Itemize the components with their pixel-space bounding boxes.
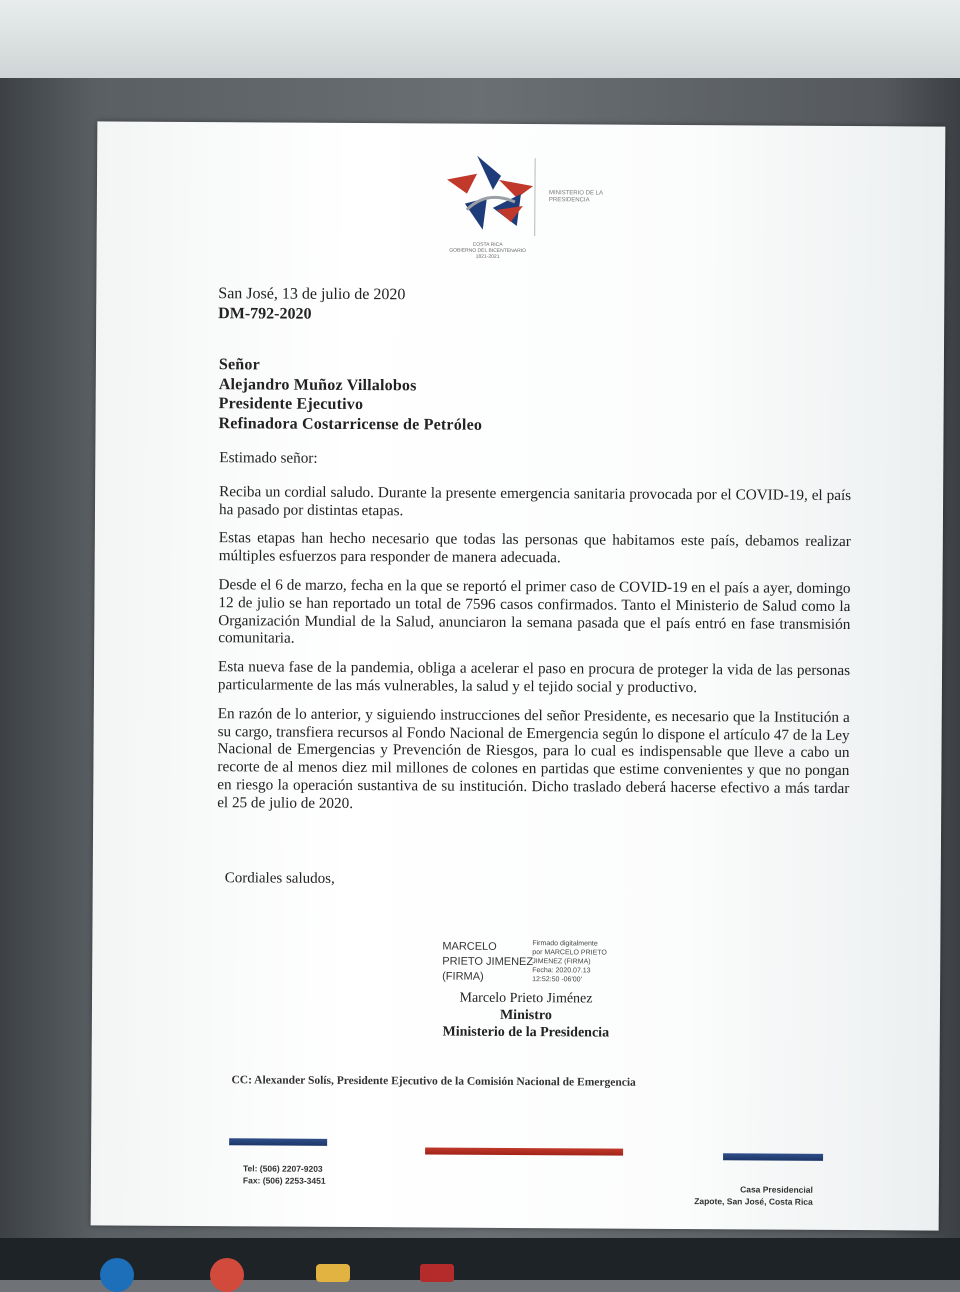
logo-subtitle: COSTA RICA GOBIERNO DEL BICENTENARIO 1821-2021 bbox=[433, 241, 543, 260]
signer-block bbox=[412, 989, 640, 1041]
digital-signature-info: Firmado digitalmente por MARCELO PRIETO JIMENEZ (FIRMA) Fecha: 2020.07.13 12:52:50 -06'00' bbox=[532, 939, 620, 985]
digital-signature-name: MARCELO PRIETO JIMENEZ (FIRMA) bbox=[442, 940, 534, 986]
addressee-name: Alejandro Muñoz Villalobos bbox=[219, 375, 483, 396]
closing: Cordiales saludos, bbox=[225, 870, 335, 888]
footer-blue-bar bbox=[229, 1138, 327, 1146]
taskbar-browser-icon[interactable] bbox=[210, 1258, 244, 1292]
addressee-block bbox=[218, 355, 482, 435]
ministry-logo-text: MINISTERIO DE LA PRESIDENCIA bbox=[549, 190, 629, 204]
footer-fax: Fax: (506) 2253-3451 bbox=[243, 1174, 326, 1187]
footer-blue-bar bbox=[723, 1153, 823, 1161]
body-paragraph: En razón de lo anterior, y siguiendo instrucciones del señor Presidente, es necesario que la Institución a su cargo, transfiera recursos al Fondo Nacional de Emergencia según lo dispone el artículo 47 de la Ley Nacional de Emergencias y Prevención de Riesgos, para lo cual es indispensable que lleve a cabo un recorte de al menos diez mil millones de colones en partidas que estime convenientes y que no pongan en riesgo la operación sustantiva de su institución. Dicho traslado deberá hacerse efectivo a más tardar el 25 de julio de 2020. bbox=[217, 705, 850, 816]
footer-tel: Tel: (506) 2207-9203 bbox=[243, 1162, 326, 1175]
taskbar bbox=[0, 1238, 960, 1280]
taskbar-app-icon[interactable] bbox=[420, 1264, 454, 1282]
carbon-copy-line: CC: Alexander Solís, Presidente Ejecutivo de la Comisión Nacional de Emergencia bbox=[231, 1074, 635, 1088]
letter-body bbox=[217, 449, 851, 826]
footer-red-bar bbox=[425, 1147, 623, 1155]
footer-phone-fax bbox=[243, 1162, 326, 1187]
addressee-title: Presidente Ejecutivo bbox=[219, 394, 483, 415]
taskbar-folder-icon[interactable] bbox=[316, 1264, 350, 1282]
body-paragraph: Estas etapas han hecho necesario que todas las personas que habitamos este país, debamos realizar múltiples esfuerzos para responder de manera adecuada. bbox=[219, 530, 851, 569]
place-date: San José, 13 de julio de 2020 bbox=[218, 284, 405, 305]
monitor-bezel bbox=[0, 0, 960, 78]
signer-ministry: Ministerio de la Presidencia bbox=[412, 1023, 640, 1041]
body-paragraph: Esta nueva fase de la pandemia, obliga a acelerar el paso en procura de proteger la vida de las personas particularmente de las más vulnerables, la salud y el tejido social y productivo. bbox=[218, 658, 850, 697]
greeting: Estimado señor: bbox=[219, 449, 851, 471]
addressee-salutation: Señor bbox=[219, 355, 483, 376]
signer-position: Ministro bbox=[412, 1006, 640, 1024]
letter-header bbox=[218, 284, 405, 325]
footer-address: Casa Presidencial Zapote, San José, Costa Rica bbox=[675, 1183, 813, 1208]
body-paragraph: Reciba un cordial saludo. Durante la presente emergencia sanitaria provocada por el COVID-19, el país ha pasado por distintas etapas. bbox=[219, 483, 851, 522]
taskbar-app-icon[interactable] bbox=[100, 1258, 134, 1292]
document-reference: DM-792-2020 bbox=[218, 304, 405, 325]
addressee-organization: Refinadora Costarricense de Petróleo bbox=[218, 414, 482, 435]
body-paragraph: Desde el 6 de marzo, fecha en la que se reportó el primer caso de COVID-19 en el país a ayer, domingo 12 de julio se han reportado un total de 7596 casos confirmados. Tanto el Ministerio de Salud como la Organización Mundial de la Salud, anunciaron la semana pasada que el país entró en fase transmisión comunitaria. bbox=[218, 576, 850, 651]
signer-name: Marcelo Prieto Jiménez bbox=[412, 989, 640, 1007]
letter-page bbox=[91, 121, 946, 1230]
